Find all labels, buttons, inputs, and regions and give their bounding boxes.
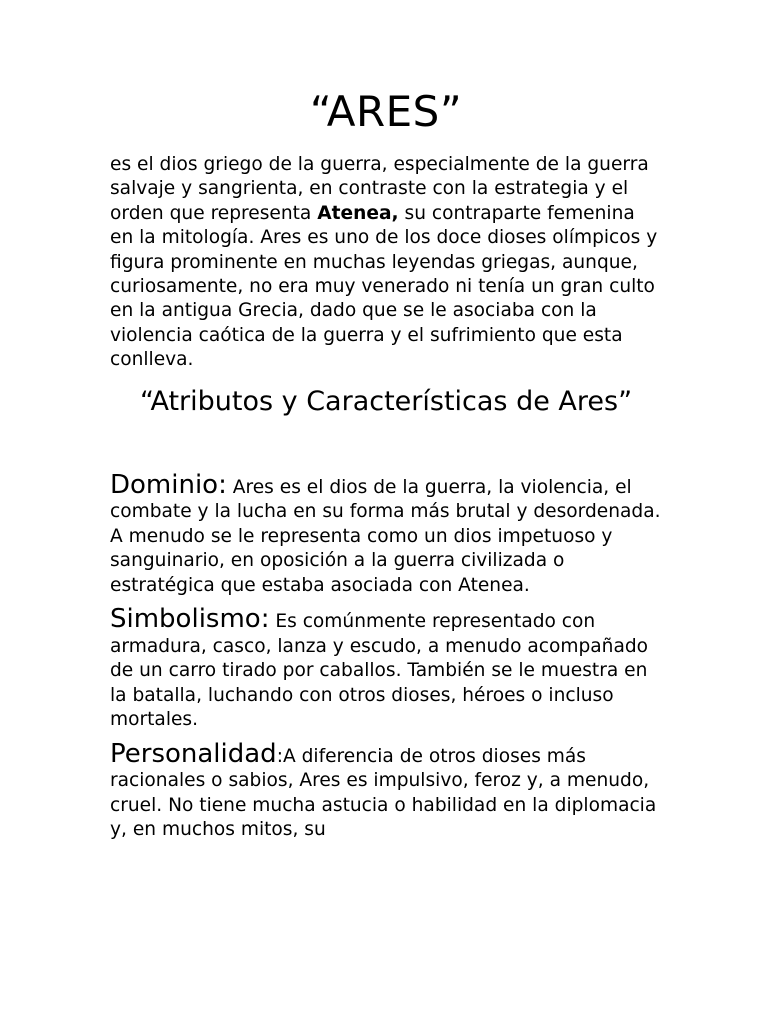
attribute-personalidad — [110, 738, 662, 843]
intro-tail-text: su contraparte femenina en la mitología. Ares es uno de los doce dioses olímpicos y figura prominente en muchas leyendas griegas, aunque, curiosamente, no era muy venerado ni tenía un gran culto en la antigua Grecia, dado que se le asociaba con la violencia caótica de la guerra y el sufrimiento que esta conlleva. — [110, 202, 658, 371]
attribute-simbolismo — [110, 604, 662, 733]
document-page — [110, 82, 662, 843]
intro-emphasis-text: Atenea, — [317, 202, 399, 224]
intro-paragraph — [110, 153, 662, 373]
attribute-dominio — [110, 469, 662, 599]
attribute-text: :A diferencia de otros dioses más racionales o sabios, Ares es impulsivo, feroz y, a menudo, cruel. No tiene mucha astucia o habilidad en la diplomacia y, en muchos mitos, su — [110, 745, 657, 841]
document-title: “ARES” — [309, 87, 463, 136]
attribute-term: Dominio: — [110, 469, 227, 500]
intro-lead-text: es el dios griego de la guerra, especialmente de la guerra salvaje y sangrienta, en contraste con la estrategia y el orden que representa — [110, 154, 649, 224]
attribute-text: Es comúnmente representado con armadura, casco, lanza y escudo, a menudo acompañado de un carro tirado por caballos. También se le muestra en la batalla, luchando con otros dioses, héroes o incluso mortales. — [110, 611, 649, 731]
attribute-term: Simbolismo: — [110, 604, 270, 635]
attribute-text: Ares es el dios de la guerra, la violencia, el combate y la lucha en su forma más brutal y desordenada. A menudo se le representa como un dios impetuoso y sanguinario, en oposición a la guerra civilizada o estratégica que estaba asociada con Atenea. — [110, 476, 661, 596]
attribute-term: Personalidad — [110, 738, 277, 769]
section-title: “Atributos y Características de Ares” — [139, 385, 633, 417]
